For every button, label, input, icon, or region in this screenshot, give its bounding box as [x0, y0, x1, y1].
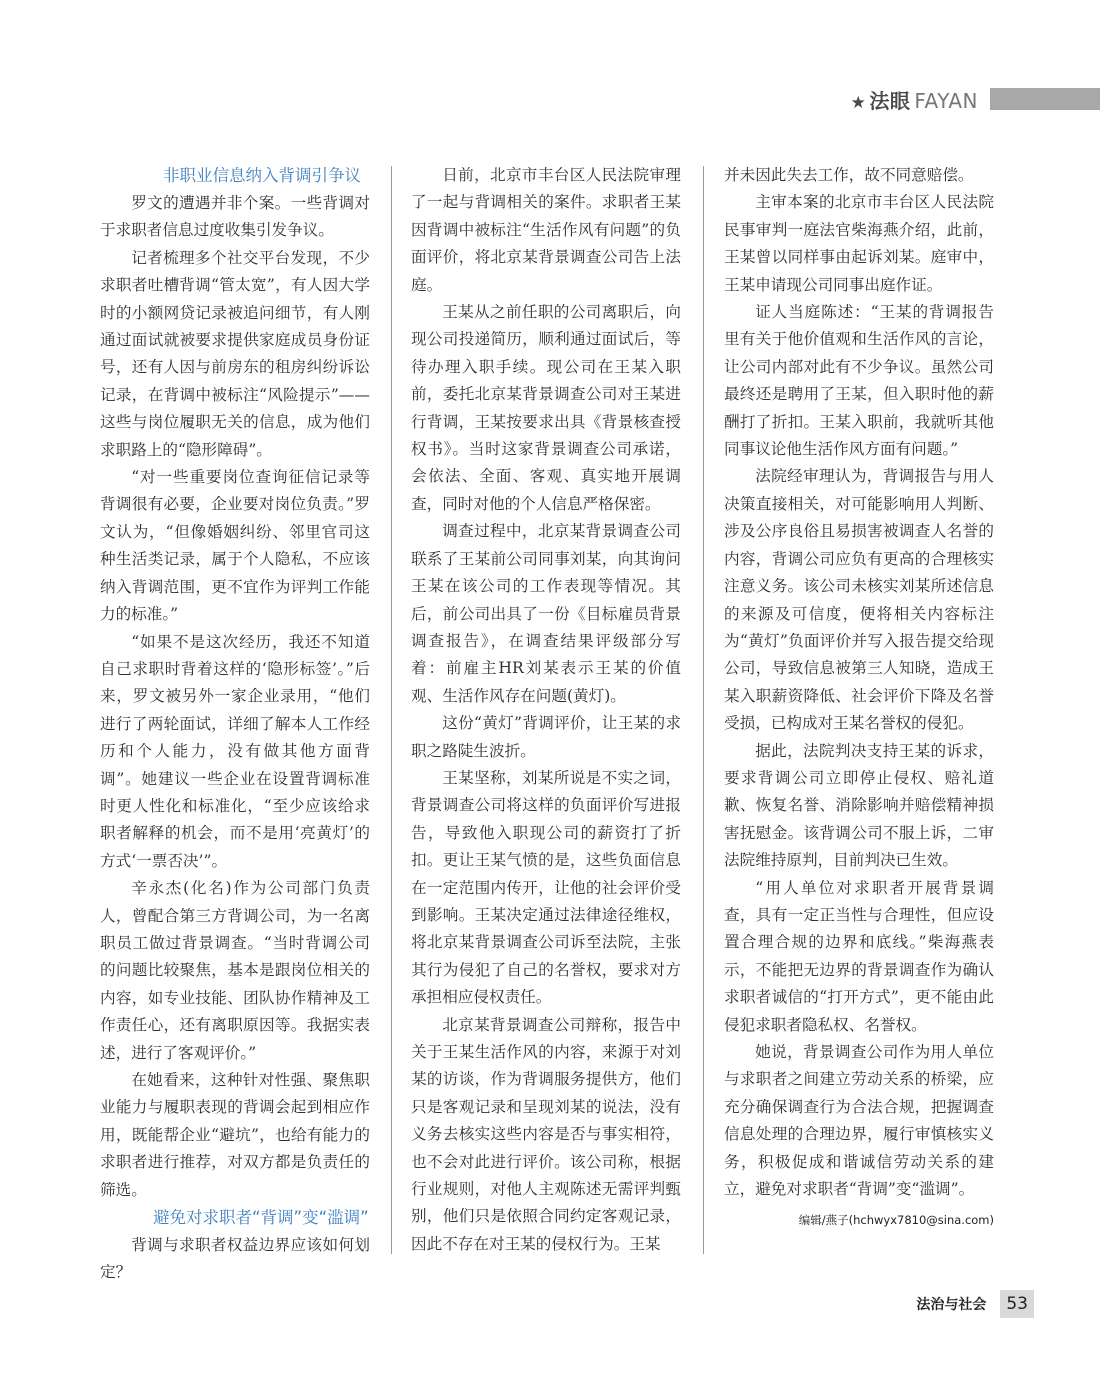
- column-divider: [703, 166, 704, 1254]
- column-3: [724, 162, 994, 1235]
- star-icon: ★: [850, 92, 867, 113]
- paragraph: 在她看来，这种针对性强、聚焦职业能力与履职表现的背调会起到相应作用，既能帮企业“避坑”，也给有能力的求职者进行推荐，对双方都是负责任的筛选。: [100, 1071, 370, 1199]
- section-title-en: FAYAN: [914, 88, 978, 113]
- subheading: 避免对求职者“背调”变“滥调”: [153, 1208, 369, 1228]
- section-header: [851, 86, 1100, 112]
- paragraph-group: [724, 189, 994, 1203]
- paragraph: “对一些重要岗位查询征信记录等背调很有必要，企业要对岗位负责。”罗文认为，“但像婚姻纠纷、邻里官司这种生活类记录，属于个人隐私，不应该纳入背调范围，更不宜作为评判工作能力的标准。”: [100, 468, 370, 624]
- paragraph-group: [100, 1232, 370, 1287]
- paragraph: 王某从之前任职的公司离职后，向现公司投递简历，顺利通过面试后，等待办理入职手续。现公司在王某入职前，委托北京某背景调查公司对王某进行背调，王某按要求出具《背景核查授权书》。当时这家背景调查公司承诺，会依法、全面、客观、真实地开展调查，同时对他的个人信息严格保密。: [411, 303, 681, 513]
- paragraph-continuation: 并未因此失去工作，故不同意赔偿。: [724, 166, 974, 184]
- paragraph: 法院经审理认为，背调报告与用人决策直接相关，对可能影响用人判断、涉及公序良俗且易损害被调查人名誉的内容，背调公司应负有更高的合理核实注意义务。该公司未核实刘某所述信息的来源及可信度，便将相关内容标注为“黄灯”负面评价并写入报告提交给现公司，导致信息被第三人知晓，造成王某入职薪资降低、社会评价下降及名誉受损，已构成对王某名誉权的侵犯。: [724, 467, 994, 733]
- paragraph: 据此，法院判决支持王某的诉求，要求背调公司立即停止侵权、赔礼道歉、恢复名誉、消除影响并赔偿精神损害抚慰金。该背调公司不服上诉，二审法院维持原判，目前判决已生效。: [724, 741, 994, 870]
- paragraph: 罗文的遭遇并非个案。一些背调对于求职者信息过度收集引发争议。: [100, 194, 370, 240]
- paragraph-group: [100, 190, 370, 1204]
- header-bar: [990, 88, 1100, 110]
- paragraph: 她说，背景调查公司作为用人单位与求职者之间建立劳动关系的桥梁，应充分确保调查行为合法合规，把握调查信息处理的合理边界，履行审慎核实义务，积极促成和谐诚信劳动关系的建立，避免对求职者“背调”变“滥调”。: [724, 1043, 994, 1199]
- paragraph: 记者梳理多个社交平台发现，不少求职者吐槽背调“管太宽”，有人因大学时的小额网贷记录被追问细节，有人刚通过面试就被要求提供家庭成员身份证号，还有人因与前房东的租房纠纷诉讼记录，在背调中被标注“风险提示”——这些与岗位履职无关的信息，成为他们求职路上的“隐形障碍”。: [100, 248, 370, 459]
- paragraph: “如果不是这次经历，我还不知道自己求职时背着这样的‘隐形标签’。”后来，罗文被另外一家企业录用，“他们进行了两轮面试，详细了解本人工作经历和个人能力，没有做其他方面背调”。她建议一些企业在设置背调标准时更人性化和标准化，“至少应该给求职者解释的机会，而不是用‘亮黄灯’的方式‘一票否决’”。: [100, 632, 370, 870]
- paragraph: 北京某背景调查公司辩称，报告中关于王某生活作风的内容，来源于对刘某的访谈，作为背调服务提供方，他们只是客观记录和呈现刘某的说法，没有义务去核实这些内容是否与事实相符，也不会对此进行评价。该公司称，根据行业规则，对他人主观陈述无需评判甄别，他们只是依照合同约定客观记录，因此不存在对王某的侵权行为。王某: [411, 1015, 681, 1253]
- section-title-cn: 法眼: [869, 88, 911, 113]
- column-divider: [391, 166, 392, 1254]
- paragraph: 这份“黄灯”背调评价，让王某的求职之路陡生波折。: [411, 714, 681, 760]
- paragraph: 主审本案的北京市丰台区人民法院民事审判一庭法官柴海燕介绍，此前，王某曾以同样事由起诉刘某。庭审中，王某申请现公司同事出庭作证。: [724, 193, 994, 294]
- magazine-name: 法治与社会: [916, 1297, 987, 1313]
- paragraph: 日前，北京市丰台区人民法院审理了一起与背调相关的案件。求职者王某因背调中被标注“生活作风有问题”的负面评价，将北京某背景调查公司告上法庭。: [411, 166, 681, 294]
- page-number: 53: [1000, 1290, 1034, 1318]
- paragraph-group: [411, 162, 681, 1258]
- paragraph: 证人当庭陈述：“王某的背调报告里有关于他价值观和生活作风的言论，让公司内部对此有不少争议。虽然公司最终还是聘用了王某，但入职时他的薪酬打了折扣。王某入职前，我就听其他同事议论他生活作风方面有问题。”: [724, 303, 994, 459]
- paragraph: 辛永杰(化名)作为公司部门负责人，曾配合第三方背调公司，为一名离职员工做过背景调查。“当时背调公司的问题比较聚焦，基本是跟岗位相关的内容，如专业技能、团队协作精神及工作责任心，还有离职原因等。我据实表述，进行了客观评价。”: [100, 879, 370, 1062]
- column-2: [411, 162, 681, 1258]
- paragraph: 调查过程中，北京某背景调查公司联系了王某前公司同事刘某，向其询问王某在该公司的工作表现等情况。其后，前公司出具了一份《目标雇员背景调查报告》，在调查结果评级部分写着：前雇主HR刘某表示王某的价值观、生活作风存在问题(黄灯)。: [411, 522, 681, 705]
- paragraph: 背调与求职者权益边界应该如何划定？: [100, 1236, 370, 1282]
- paragraph: “用人单位对求职者开展背景调查，具有一定正当性与合理性，但应设置合理合规的边界和底线。”柴海燕表示，不能把无边界的背景调查作为确认求职者诚信的“打开方式”，更不能由此侵犯求职者隐私权、名誉权。: [724, 878, 994, 1034]
- paragraph: 王某坚称，刘某所说是不实之词，背景调查公司将这样的负面评价写进报告，导致他入职现公司的薪资打了折扣。更让王某气愤的是，这些负面信息在一定范围内传开，让他的社会评价受到影响。王某决定通过法律途径维权，将北京某背景调查公司诉至法院，主张其行为侵犯了自己的名誉权，要求对方承担相应侵权责任。: [411, 768, 681, 1007]
- column-1: [100, 162, 370, 1287]
- section-title: [851, 85, 978, 114]
- editor-credit: 编辑/燕子(hchwyx7810@sina.com): [798, 1213, 994, 1228]
- page-footer: [916, 1290, 1034, 1318]
- subheading: 非职业信息纳入背调引争议: [163, 166, 361, 185]
